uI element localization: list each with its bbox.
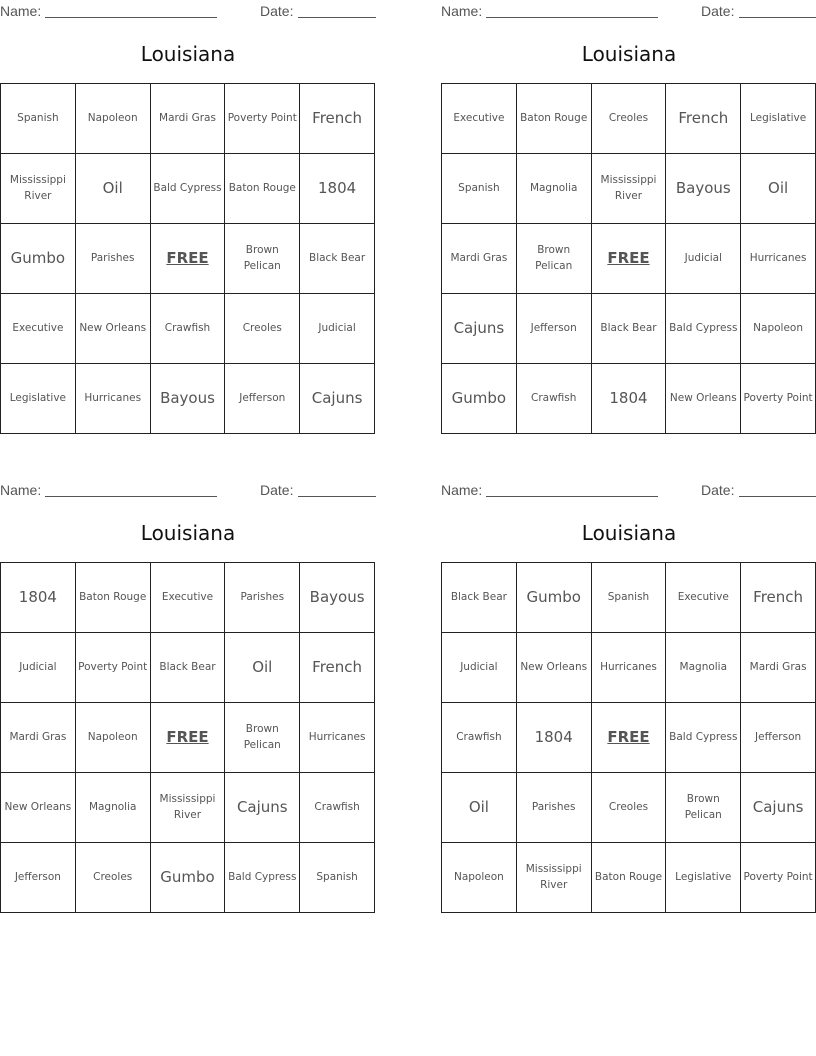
card-title: Louisiana: [581, 42, 677, 66]
bingo-cell: Legislative: [1, 364, 76, 434]
bingo-cell: Jefferson: [517, 294, 592, 364]
bingo-cell: Parishes: [76, 224, 151, 294]
free-space-cell: FREE: [151, 224, 226, 294]
bingo-cell: Magnolia: [76, 773, 151, 843]
bingo-cell: Brown Pelican: [517, 224, 592, 294]
bingo-cell: Judicial: [1, 633, 76, 703]
bingo-cell: French: [300, 633, 375, 703]
bingo-cell: Poverty Point: [225, 84, 300, 154]
bingo-cell: Bayous: [666, 154, 741, 224]
bingo-cell: Spanish: [1, 84, 76, 154]
bingo-cell: Creoles: [225, 294, 300, 364]
bingo-cell: New Orleans: [517, 633, 592, 703]
date-label: Date:: [260, 482, 294, 498]
bingo-cell: Bayous: [300, 563, 375, 633]
bingo-cell: Mardi Gras: [151, 84, 226, 154]
bingo-cell: Mardi Gras: [442, 224, 517, 294]
bingo-cell: Black Bear: [300, 224, 375, 294]
bingo-cell: Oil: [76, 154, 151, 224]
bingo-cell: Executive: [1, 294, 76, 364]
bingo-cell: Poverty Point: [741, 364, 816, 434]
name-field-line: [486, 482, 658, 497]
name-field-line: [45, 482, 217, 497]
bingo-cell: French: [666, 84, 741, 154]
bingo-cell: Oil: [741, 154, 816, 224]
bingo-cell: 1804: [517, 703, 592, 773]
bingo-cell: Poverty Point: [741, 843, 816, 913]
bingo-cell: Judicial: [300, 294, 375, 364]
bingo-cell: Parishes: [225, 563, 300, 633]
bingo-cell: Hurricanes: [741, 224, 816, 294]
bingo-cell: Executive: [151, 563, 226, 633]
bingo-cell: Mardi Gras: [741, 633, 816, 703]
bingo-cell: Brown Pelican: [666, 773, 741, 843]
name-label: Name:: [441, 482, 483, 498]
bingo-cell: Crawfish: [442, 703, 517, 773]
bingo-cell: Judicial: [442, 633, 517, 703]
bingo-cell: Bald Cypress: [666, 703, 741, 773]
bingo-cell: Parishes: [517, 773, 592, 843]
bingo-cell: Legislative: [666, 843, 741, 913]
bingo-cell: Magnolia: [517, 154, 592, 224]
bingo-card: [441, 0, 816, 460]
bingo-cell: Poverty Point: [76, 633, 151, 703]
bingo-cell: Bald Cypress: [225, 843, 300, 913]
bingo-cell: Creoles: [592, 773, 667, 843]
bingo-cell: Gumbo: [1, 224, 76, 294]
bingo-cell: Spanish: [300, 843, 375, 913]
bingo-cell: Napoleon: [741, 294, 816, 364]
bingo-cell: Spanish: [442, 154, 517, 224]
bingo-cell: Brown Pelican: [225, 703, 300, 773]
bingo-cell: Baton Rouge: [592, 843, 667, 913]
bingo-grid: [441, 562, 816, 913]
card-title: Louisiana: [140, 42, 236, 66]
bingo-cell: Napoleon: [76, 703, 151, 773]
card-header: [0, 480, 376, 498]
bingo-cell: New Orleans: [666, 364, 741, 434]
bingo-cell: Bayous: [151, 364, 226, 434]
date-label: Date:: [701, 3, 735, 19]
bingo-cell: Cajuns: [225, 773, 300, 843]
bingo-cell: Brown Pelican: [225, 224, 300, 294]
bingo-cell: Spanish: [592, 563, 667, 633]
bingo-cell: New Orleans: [1, 773, 76, 843]
bingo-cell: Mardi Gras: [1, 703, 76, 773]
bingo-cell: Gumbo: [517, 563, 592, 633]
date-field-line: [739, 482, 816, 497]
bingo-card: [0, 0, 376, 460]
card-header: [441, 480, 816, 498]
bingo-cell: Magnolia: [666, 633, 741, 703]
bingo-cell: New Orleans: [76, 294, 151, 364]
bingo-cell: Napoleon: [442, 843, 517, 913]
bingo-cell: Baton Rouge: [225, 154, 300, 224]
bingo-cell: Judicial: [666, 224, 741, 294]
bingo-cell: Mississippi River: [1, 154, 76, 224]
bingo-cell: Gumbo: [442, 364, 517, 434]
bingo-cell: Bald Cypress: [151, 154, 226, 224]
bingo-cell: Executive: [442, 84, 517, 154]
bingo-cell: Black Bear: [442, 563, 517, 633]
bingo-cell: Jefferson: [741, 703, 816, 773]
free-space-cell: FREE: [592, 703, 667, 773]
bingo-card: [441, 479, 816, 939]
bingo-cell: Jefferson: [225, 364, 300, 434]
bingo-cell: Jefferson: [1, 843, 76, 913]
bingo-cell: Napoleon: [76, 84, 151, 154]
bingo-cell: Cajuns: [741, 773, 816, 843]
bingo-cell: 1804: [300, 154, 375, 224]
bingo-cell: Cajuns: [300, 364, 375, 434]
bingo-grid: [0, 562, 375, 913]
bingo-cell: Mississippi River: [517, 843, 592, 913]
bingo-cell: Creoles: [76, 843, 151, 913]
free-space-cell: FREE: [151, 703, 226, 773]
bingo-cell: Gumbo: [151, 843, 226, 913]
bingo-cell: French: [300, 84, 375, 154]
card-title: Louisiana: [581, 521, 677, 545]
card-title: Louisiana: [140, 521, 236, 545]
bingo-cell: Black Bear: [151, 633, 226, 703]
card-header: [441, 1, 816, 19]
date-label: Date:: [260, 3, 294, 19]
bingo-cell: Oil: [442, 773, 517, 843]
bingo-cell: Mississippi River: [151, 773, 226, 843]
bingo-grid: [441, 83, 816, 434]
bingo-cell: Oil: [225, 633, 300, 703]
bingo-cell: Mississippi River: [592, 154, 667, 224]
bingo-cell: Hurricanes: [592, 633, 667, 703]
card-header: [0, 1, 376, 19]
name-field-line: [45, 3, 217, 18]
date-label: Date:: [701, 482, 735, 498]
bingo-cell: Bald Cypress: [666, 294, 741, 364]
name-label: Name:: [0, 3, 42, 19]
bingo-cell: Baton Rouge: [517, 84, 592, 154]
bingo-cell: Executive: [666, 563, 741, 633]
bingo-card: [0, 479, 376, 939]
bingo-cell: Hurricanes: [300, 703, 375, 773]
bingo-cell: Crawfish: [151, 294, 226, 364]
date-field-line: [298, 3, 376, 18]
name-label: Name:: [0, 482, 42, 498]
bingo-cell: Creoles: [592, 84, 667, 154]
free-space-cell: FREE: [592, 224, 667, 294]
bingo-cell: Crawfish: [517, 364, 592, 434]
bingo-cell: Black Bear: [592, 294, 667, 364]
bingo-cell: Crawfish: [300, 773, 375, 843]
name-field-line: [486, 3, 658, 18]
bingo-cell: Cajuns: [442, 294, 517, 364]
bingo-cell: French: [741, 563, 816, 633]
bingo-cell: Baton Rouge: [76, 563, 151, 633]
date-field-line: [739, 3, 816, 18]
bingo-cell: Hurricanes: [76, 364, 151, 434]
date-field-line: [298, 482, 376, 497]
bingo-grid: [0, 83, 375, 434]
name-label: Name:: [441, 3, 483, 19]
bingo-cell: 1804: [1, 563, 76, 633]
bingo-cell: 1804: [592, 364, 667, 434]
bingo-cell: Legislative: [741, 84, 816, 154]
